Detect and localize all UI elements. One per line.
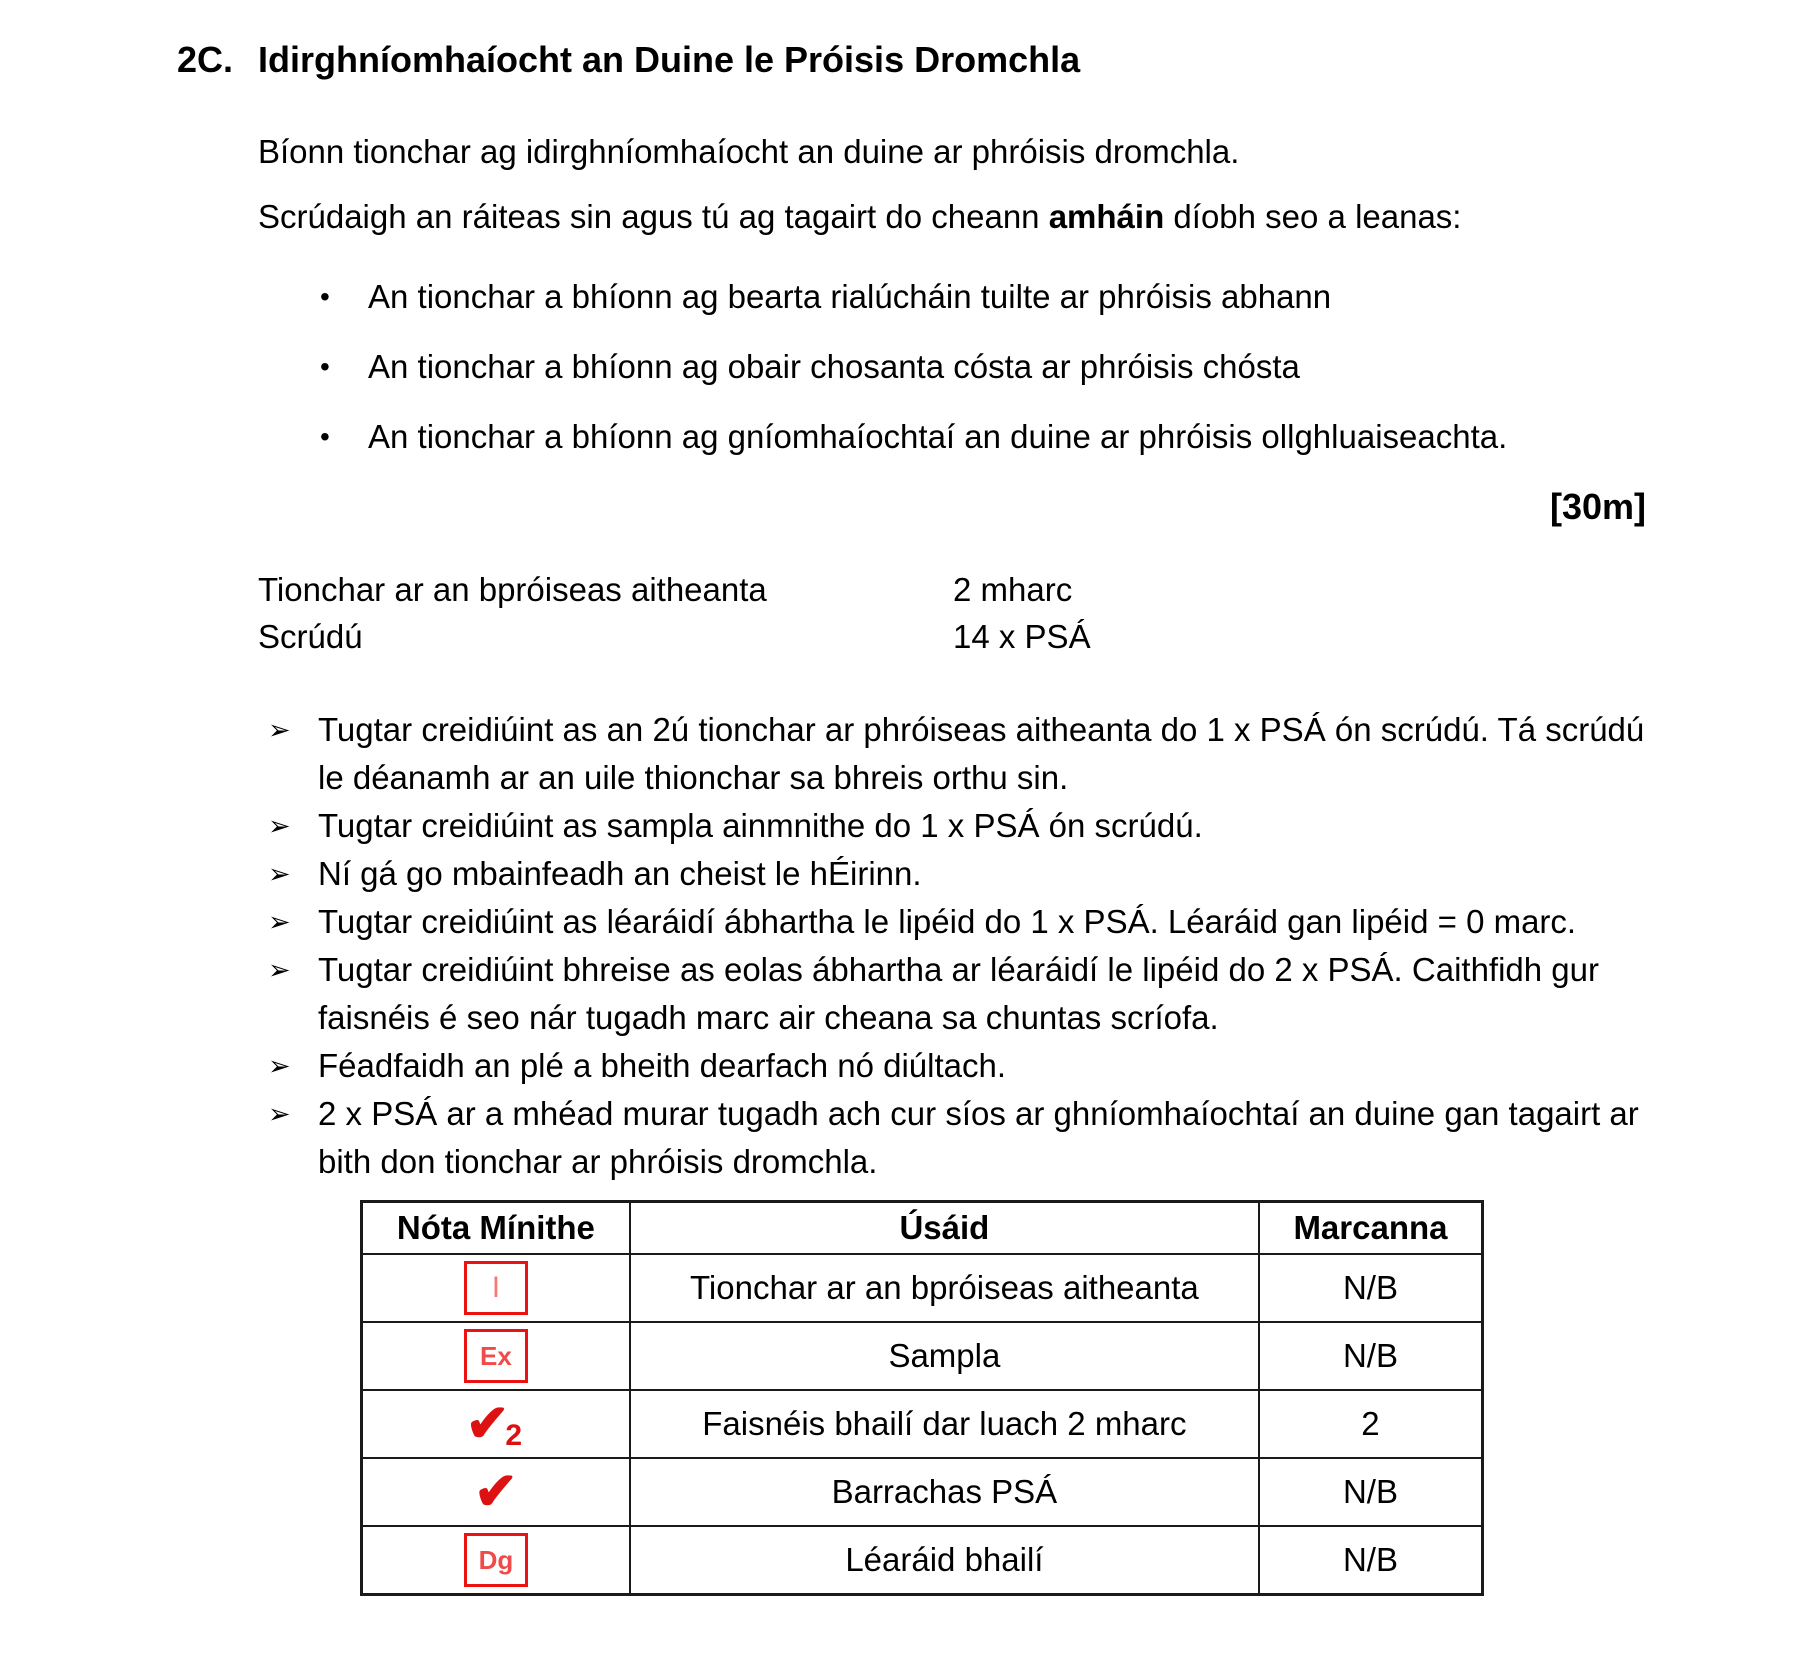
note-text: Tugtar creidiúint bhreise as eolas ábhartha ar léaráidí le lipéid do 2 x PSÁ. Caithfidh gur faisnéis é seo nár tugadh marc air cheana sa chuntas scríofa.	[318, 951, 1600, 1037]
marks-cell: N/B	[1259, 1254, 1483, 1322]
option-text: An tionchar a bhíonn ag obair chosanta cósta ar phróisis chósta	[368, 347, 1300, 385]
table-row	[362, 1390, 1483, 1458]
list-item	[268, 946, 1668, 1042]
marking-scheme-table	[360, 1200, 1484, 1596]
arrow-bullet-icon: ➢	[268, 715, 291, 746]
list-item	[268, 898, 1668, 946]
table-row	[362, 1458, 1483, 1526]
marks-cell: N/B	[1259, 1526, 1483, 1595]
usage-cell: Faisnéis bhailí dar luach 2 mharc	[630, 1390, 1259, 1458]
allocation-label: Scrúdú	[258, 618, 363, 656]
allocation-row	[258, 566, 1818, 613]
arrow-bullet-icon: ➢	[268, 955, 291, 986]
list-item	[320, 346, 1818, 387]
arrow-bullet-icon: ➢	[268, 859, 291, 890]
instruction-bold-word: amháin	[1048, 198, 1165, 236]
tick-subscript: 2	[505, 1419, 523, 1453]
question-title: Idirghníomhaíocht an Duine le Próisis Dromchla	[258, 39, 1081, 80]
note-text: 2 x PSÁ ar a mhéad murar tugadh ach cur síos ar ghníomhaíochtaí an duine gan tagairt ar bith don tionchar ar phróisis dromchla.	[318, 1095, 1639, 1181]
table-row	[362, 1526, 1483, 1595]
note-text: Féadfaidh an plé a bheith dearfach nó diúltach.	[318, 1047, 1007, 1085]
allocation-label: Tionchar ar an bpróiseas aitheanta	[258, 571, 767, 609]
arrow-bullet-icon: ➢	[268, 1099, 291, 1130]
bullet-icon: •	[320, 421, 330, 453]
marks-cell: N/B	[1259, 1322, 1483, 1390]
note-text: Tugtar creidiúint as sampla ainmnithe do 1 x PSÁ ón scrúdú.	[318, 807, 1203, 845]
list-item	[320, 416, 1818, 457]
intro-statement: Bíonn tionchar ag idirghníomhaíocht an duine ar phróisis dromchla.	[258, 133, 1240, 171]
bullet-icon: •	[320, 350, 330, 382]
note-code-cell	[362, 1390, 630, 1458]
usage-cell: Léaráid bhailí	[630, 1526, 1259, 1595]
option-text: An tionchar a bhíonn ag bearta rialúcháin tuilte ar phróisis abhann	[368, 277, 1332, 315]
list-item	[268, 1042, 1668, 1090]
column-header-marcanna: Marcanna	[1259, 1202, 1483, 1255]
table-header-row	[362, 1202, 1483, 1255]
note-code-cell	[362, 1458, 630, 1526]
list-item	[268, 1090, 1668, 1186]
instruction-pre: Scrúdaigh an ráiteas sin agus tú ag tagairt do cheann	[258, 198, 1049, 236]
list-item	[268, 802, 1668, 850]
arrow-bullet-icon: ➢	[268, 907, 291, 938]
question-heading	[0, 0, 1818, 81]
allocation-row	[258, 613, 1818, 660]
note-text: Tugtar creidiúint as an 2ú tionchar ar phróiseas aitheanta do 1 x PSÁ ón scrúdú. Tá scrúdú le déanamh ar an uile thionchar sa bhreis orthu sin.	[318, 711, 1645, 797]
usage-cell: Barrachas PSÁ	[630, 1458, 1259, 1526]
instruction-post: díobh seo a leanas:	[1164, 198, 1462, 236]
usage-cell: Sampla	[630, 1322, 1259, 1390]
tick-2-icon: ✔	[465, 1395, 510, 1454]
usage-cell: Tionchar ar an bpróiseas aitheanta	[630, 1254, 1259, 1322]
identified-impact-code-icon: I	[464, 1261, 528, 1315]
option-text: An tionchar a bhíonn ag gníomhaíochtaí an duine ar phróisis ollghluaiseachta.	[368, 418, 1508, 456]
instruction-line	[258, 196, 1818, 237]
table-row	[362, 1322, 1483, 1390]
tick-icon: ✔	[474, 1463, 518, 1522]
list-item	[268, 850, 1668, 898]
note-text: Ní gá go mbainfeadh an cheist le hÉirinn.	[318, 855, 922, 893]
total-marks-badge: [30m]	[1549, 486, 1646, 528]
note-text: Tugtar creidiúint as léaráidí ábhartha le lipéid do 1 x PSÁ. Léaráid gan lipéid = 0 marc.	[318, 903, 1577, 941]
diagram-code-icon: Dg	[464, 1533, 528, 1587]
arrow-bullet-icon: ➢	[268, 811, 291, 842]
note-code-cell	[362, 1254, 630, 1322]
bullet-icon: •	[320, 280, 330, 312]
arrow-bullet-icon: ➢	[268, 1051, 291, 1082]
column-header-usaid: Úsáid	[630, 1202, 1259, 1255]
option-list	[0, 276, 1818, 458]
marks-cell: 2	[1259, 1390, 1483, 1458]
note-code-cell	[362, 1322, 630, 1390]
column-header-nota-minithe: Nóta Mínithe	[362, 1202, 630, 1255]
marking-notes-list	[0, 706, 1818, 1186]
list-item	[320, 276, 1818, 317]
marks-allocation-block	[258, 566, 1818, 660]
table-row	[362, 1254, 1483, 1322]
allocation-value: 2 mharc	[953, 571, 1073, 609]
note-code-cell	[362, 1526, 630, 1595]
allocation-value: 14 x PSÁ	[953, 618, 1091, 656]
example-code-icon: Ex	[464, 1329, 528, 1383]
marks-cell: N/B	[1259, 1458, 1483, 1526]
list-item	[268, 706, 1668, 802]
question-number: 2C.	[177, 39, 234, 80]
